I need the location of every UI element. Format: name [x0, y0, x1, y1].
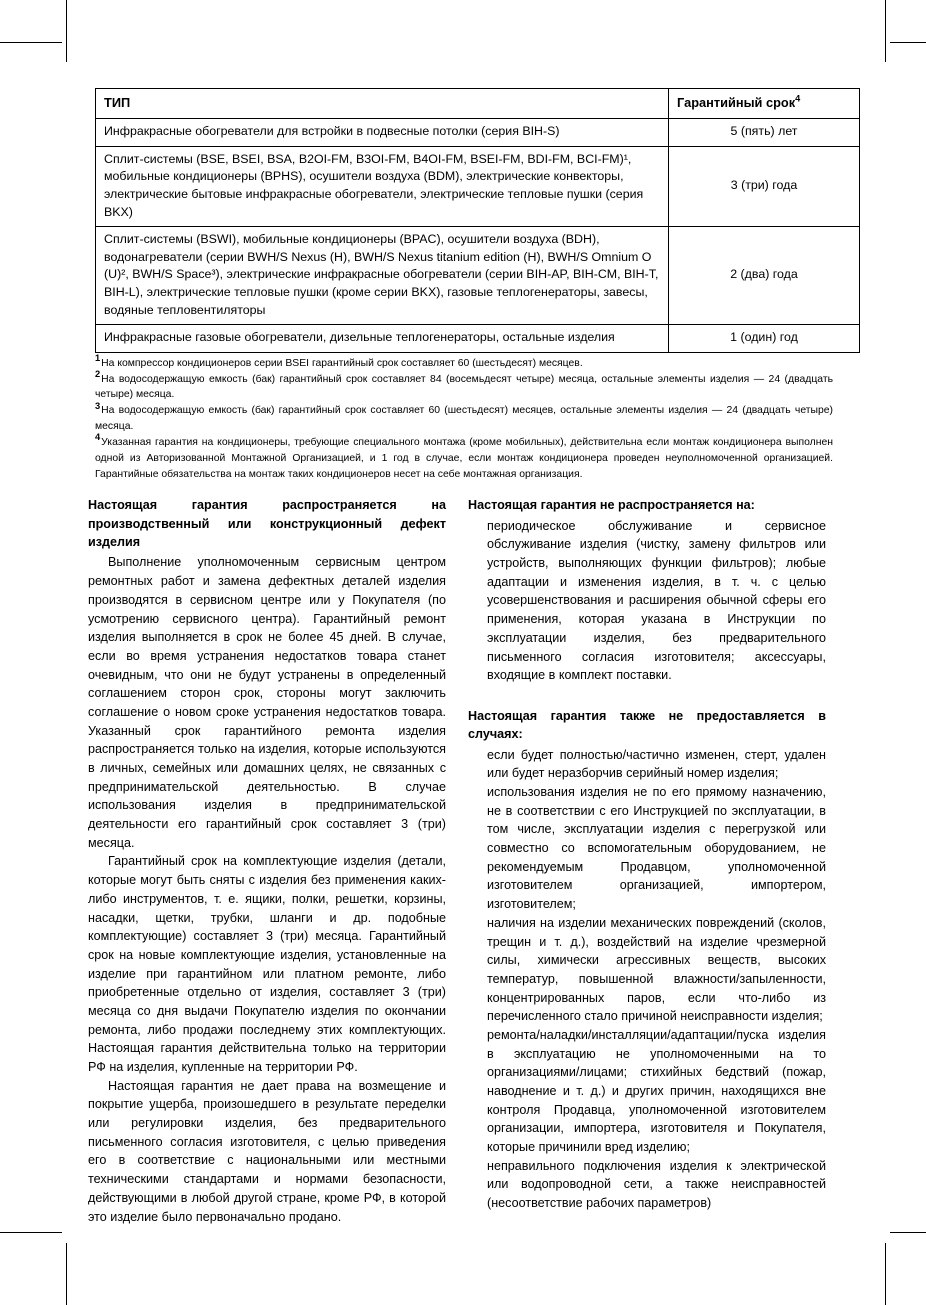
page-content — [88, 88, 838, 1224]
crop-mark-top-right-vertical — [885, 0, 886, 62]
footnote-marker: 2 — [95, 369, 101, 380]
footnote-text: На водосодержащую емкость (бак) гарантийный срок составляет 60 (шестьдесят) месяцев, остальные элементы изделия — 24 (двадцать четыре) месяца. — [95, 405, 833, 433]
footnote-marker: 3 — [95, 400, 101, 411]
footnote-marker: 4 — [95, 432, 101, 443]
footnote-text: На водосодержащую емкость (бак) гарантийный срок составляет 84 (восемьдесят четыре) месяца, остальные элементы изделия — 24 (двадцать четыре) месяца. — [95, 373, 833, 401]
table-footnotes — [95, 353, 833, 483]
crop-mark-top-right-horizontal — [890, 42, 926, 43]
right-column-heading-not-provided: Настоящая гарантия также не предоставляется в случаях: — [468, 708, 826, 742]
crop-mark-bottom-right-vertical — [885, 1243, 886, 1305]
footnote-text: На компрессор кондиционеров серии BSEI гарантийный срок составляет 60 (шестьдесят) месяцев. — [101, 357, 583, 369]
crop-mark-top-left-horizontal — [0, 42, 62, 43]
table-row — [96, 325, 860, 353]
table-header-row — [96, 89, 860, 119]
list-item: ремонта/наладки/инсталляции/адаптации/пуска изделия в эксплуатацию не уполномоченными на то организациями/лицами; стихийных бедствий (пожар, наводнение и т. д.) и других причин, находящихся вне контроля Продавца, уполномоченной изготовителем организации, импортера, изготовителя и Покупателя, которые причинили вред изделию; — [487, 1027, 826, 1155]
crop-mark-bottom-left-vertical — [66, 1243, 67, 1305]
footnote — [95, 353, 833, 372]
column-header-term — [669, 89, 860, 119]
body-columns — [88, 496, 838, 1226]
left-column-heading: Настоящая гарантия распространяется на производственный или конструкционный дефект изделия — [88, 498, 446, 550]
right-column-heading-exclusions: Настоящая гарантия не распространяется на: — [468, 498, 755, 513]
footnote — [95, 400, 833, 435]
table-row — [96, 227, 860, 325]
list-item: периодическое обслуживание и сервисное обслуживание изделия (чистку, замену фильтров или устройств, выполняющих функции фильтров); любые адаптации и изменения изделия, в т. ч. с целью усовершенствования и расширения обычной сферы его применения, которая указана в Инструкции по эксплуатации изделия, без предварительного письменного согласия изготовителя; аксессуары, входящие в комплект поставки. — [487, 518, 826, 683]
paragraph: Выполнение уполномоченным сервисным центром ремонтных работ и замена дефектных деталей изделия производятся в сервисном центре или у Покупателя (по усмотрению сервисного центра). Гарантийный ремонт изделия выполняется в срок не более 45 дней. В случае, если во время устранения недостатков товара станет очевидным, что они не будут устранены в определенный соглашением сторон срок, стороны могут заключить соглашение о новом сроке устранения недостатков товара. Указанный срок гарантийного ремонта изделия распространяется только на изделия, которые используются в личных, семейных или домашних целях, не связанных с предпринимательской деятельностью. В случае использования изделия в предпринимательской деятельности его гарантийный срок составляет 3 (три) месяца. — [88, 555, 446, 850]
list-item: если будет полностью/частично изменен, стерт, удален или будет неразборчив серийный номер изделия; — [487, 747, 826, 781]
crop-mark-bottom-left-horizontal — [0, 1232, 62, 1233]
list-item: использования изделия не по его прямому назначению, не в соответствии с его Инструкцией по эксплуатации, в том числе, эксплуатации изделия с перегрузкой или совместно со вспомогательным оборудованием, не рекомендуемым Продавцом, уполномоченной изготовителем организацией, импортером, изготовителем; — [487, 785, 826, 912]
cell-product-type: Инфракрасные газовые обогреватели, дизельные теплогенераторы, остальные изделия — [96, 325, 669, 353]
cell-warranty-term: 1 (один) год — [669, 325, 860, 353]
table-header — [96, 89, 860, 119]
cell-warranty-term: 2 (два) года — [669, 227, 860, 325]
column-header-term-label: Гарантийный срок — [677, 95, 796, 110]
cell-warranty-term: 5 (пять) лет — [669, 119, 860, 147]
left-column — [88, 496, 446, 1226]
footnote — [95, 432, 833, 482]
cell-product-type: Сплит-системы (BSE, BSEI, BSA, B2OI-FM, B3OI-FM, B4OI-FM, BSEI-FM, BDI-FM, BCI-FM)¹, мобильные кондиционеры (BPHS), осушители воздуха (BDM), электрические конвекторы, электрические бытовые инфракрасные обогреватели, электрические тепловые пушки (серия BKX) — [96, 146, 669, 226]
cell-product-type: Сплит-системы (BSWI), мобильные кондиционеры (BPAC), осушители воздуха (BDH), водонагреватели (серии BWH/S Nexus (H), BWH/S Nexus titanium edition (H), BWH/S Omnium O (U)², BWH/S Space³), электрические инфракрасные обогреватели (серии BIH-AP, BIH-CM, BIH-T, BIH-L), электрические тепловые пушки (кроме серии BKX), газовые теплогенераторы, завесы, водяные тепловентиляторы — [96, 227, 669, 325]
paragraph: Настоящая гарантия не дает права на возмещение и покрытие ущерба, произошедшего в результате переделки или регулировки изделия, без предварительного письменного согласия изготовителя, с целью приведения его в соответствие с национальными или местными техническими стандартами и нормами безопасности, действующими в любой другой стране, кроме РФ, в которой это изделие было первоначально продано. — [88, 1078, 446, 1224]
right-column — [468, 496, 826, 1226]
cell-product-type: Инфракрасные обогреватели для встройки в подвесные потолки (серия BIH-S) — [96, 119, 669, 147]
cell-warranty-term: 3 (три) года — [669, 146, 860, 226]
warranty-periods-table — [95, 88, 860, 353]
table-row — [96, 119, 860, 147]
column-header-term-footnote-marker: 4 — [795, 93, 801, 104]
list-item: неправильного подключения изделия к электрической или водопроводной сети, а также неисправностей (несоответствие рабочих параметров) — [487, 1158, 826, 1211]
paragraph: Гарантийный срок на комплектующие изделия (детали, которые могут быть сняты с изделия без применения каких-либо инструментов, т. е. ящики, полки, решетки, корзины, насадки, щетки, трубки, шланги и др. подобные комплектующие) составляет 3 (три) месяца. Гарантийный срок на новые комплектующие изделия, установленные на изделие при гарантийном или платном ремонте, либо приобретенные отдельно от изделия, составляет 3 (три) месяца со дня выдачи Покупателю изделия по окончании ремонта, либо продажи последнему этих комплектующих. Настоящая гарантия действительна только на территории РФ на изделия, купленные на территории РФ. — [88, 854, 446, 1075]
table-row — [96, 146, 860, 226]
footnote — [95, 369, 833, 404]
crop-mark-bottom-right-horizontal — [890, 1232, 926, 1233]
table-body — [96, 119, 860, 353]
column-header-type: ТИП — [96, 89, 669, 119]
crop-mark-top-left-vertical — [66, 0, 67, 62]
footnote-marker: 1 — [95, 353, 101, 364]
footnote-text: Указанная гарантия на кондиционеры, требующие специального монтажа (кроме мобильных), действительна если монтаж кондиционера выполнен одной из Авторизованной Монтажной Организацией, и 1 год в случае, если монтаж кондиционера проведен неуполномоченной организацией. Гарантийные обязательства на монтаж таких кондиционеров несет на себе монтажная организация. — [95, 436, 833, 480]
list-item: наличия на изделии механических повреждений (сколов, трещин и т. д.), воздействий на изделие чрезмерной силы, химически агрессивных веществ, высоких температур, повышенной влажности/запыленности, концентрированных паров, если что-либо из перечисленного стало причиной неисправности изделия; — [487, 915, 826, 1024]
